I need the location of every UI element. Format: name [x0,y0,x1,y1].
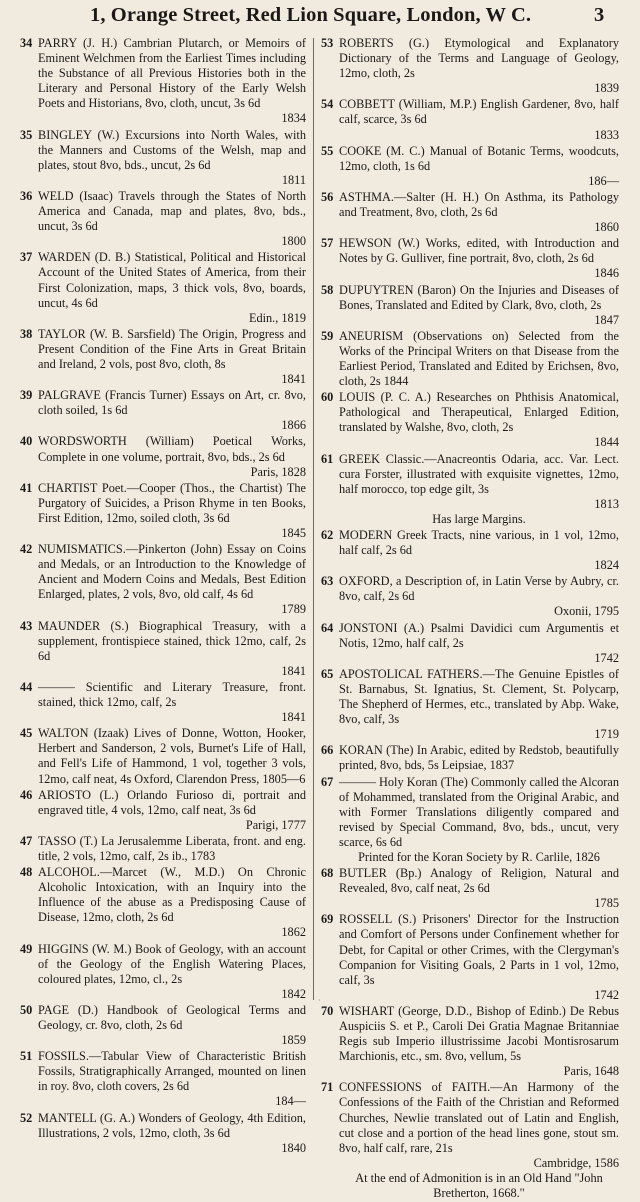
page-number: 3 [594,4,605,26]
entry-date: 1844 [594,435,619,450]
entry-text: ANEURISM (Observations on) Selected from the Works of the Principal Writers on that Disease from the Earliest Period, Translated and Edited by Erichsen, 8vo, cloth, 2s 1844 [339,328,619,389]
entry-date: 1813 [594,496,619,511]
entry-date: 184— [275,1094,306,1109]
catalogue-entry [20,542,306,617]
catalogue-entry [20,128,306,188]
entry-number: 54 [321,97,334,112]
entry-text: ROSSELL (S.) Prisoners' Director for the Instruction and Comfort of Persons under Confinement whether for Debt, for Capital or other Crimes, with the Clergyman's Companion for Visiting Goals, 2 Parts in 1 vol, 12mo, calf, 3s [339,912,619,987]
entry-date: 1846 [594,266,619,281]
entry-date: Paris, 1648 [563,1064,619,1079]
entry-date: Paris, 1828 [250,464,306,479]
entry-number: 52 [20,1110,33,1125]
entry-number: 46 [20,787,33,802]
entry-date: 1840 [281,1140,306,1155]
entry-number: 36 [20,188,33,203]
entry-number: 61 [321,451,334,466]
entry-text: ARIOSTO (L.) Orlando Furioso di, portrait and engraved title, 4 vols, 12mo, calf neat, 3s 6d [38,787,306,817]
catalogue-entry [20,865,306,940]
entry-text: GREEK Classic.—Anacreontis Odaria, acc. Var. Lect. cura Forster, illustrated with exquisite vignettes, 12mo, half morocco, top edge gilt, 3s [339,451,619,496]
entry-date: 1742 [594,650,619,665]
entry-text: APOSTOLICAL FATHERS.—The Genuine Epistles of St. Barnabus, St. Ignatius, St. Clement, St. Polycarp, The Shepherd of Hermes, etc., translated by Abp. Wake, 8vo, calf, 3s [339,666,619,727]
entry-text: MANTELL (G. A.) Wonders of Geology, 4th Edition, Illustrations, 2 vols, 12mo, cloth, 3s 6d [38,1110,306,1140]
entry-text: MODERN Greek Tracts, nine various, in 1 vol, 12mo, half calf, 2s 6d [339,528,619,558]
entry-date: 1841 [281,372,306,387]
catalogue-entry [20,1003,306,1048]
entry-number: 51 [20,1049,33,1064]
catalogue-entry [321,390,619,450]
catalogue-entry [20,250,306,325]
entry-number: 55 [321,143,334,158]
catalogue-entry [321,866,619,911]
entry-text: COBBETT (William, M.P.) English Gardener, 8vo, half calf, scarce, 3s 6d [339,97,619,127]
entry-number: 45 [20,726,33,741]
catalogue-entry [20,942,306,1002]
entry-number: 49 [20,941,33,956]
entry-number: 68 [321,866,334,881]
catalogue-entry [321,329,619,389]
entry-date: Oxonii, 1795 [554,604,619,619]
entry-number: 39 [20,388,33,403]
right-column [321,36,619,1202]
catalogue-entry [321,775,619,866]
entry-date: 1842 [281,986,306,1001]
catalogue-entry [321,236,619,281]
entry-date: 1719 [594,727,619,742]
catalogue-entry [321,621,619,666]
entry-text: WISHART (George, D.D., Bishop of Edinb.) De Rebus Auspiciis S. et P., Caroli Dei Gratia Magnae Britanniae Regis sub Imperio illustrissime Jacobi Montisrosarum Marchionis, etc., sm. 8vo, vellum, 5s [339,1003,619,1064]
entry-text: PARRY (J. H.) Cambrian Plutarch, or Memoirs of Eminent Welchmen from the Earliest Times including the Substance of all Previous Histories both in the Literary and Personal History of the Early Welsh Poets and Historians, 8vo, cloth, uncut, 3s 6d [38,36,306,111]
entry-number: 38 [20,326,33,341]
catalogue-entry [20,189,306,249]
entry-text: HIGGINS (W. M.) Book of Geology, with an account of the Geology of the English Watering Places, coloured plates, 12mo, cl., 2s [38,941,306,986]
entry-date: 1811 [281,172,306,187]
entry-number: 69 [321,912,334,927]
page-header [0,0,640,34]
entry-text: CONFESSIONS of FAITH.—An Harmony of the Confessions of the Faith of the Christian and Reformed Churches, Newlie translated out of Latin and English, cut close and a portion of the head lines gone, stout sm. 8vo, half calf, rare, 21s [339,1080,619,1155]
entry-text: WELD (Isaac) Travels through the States of North America and Canada, map and plates, 8vo, bds., uncut, 3s 6d [38,188,306,234]
entry-date: 1860 [594,220,619,235]
entry-number: 48 [20,865,33,880]
entry-note: Has large Margins. [432,511,526,526]
catalogue-entry [20,327,306,387]
entry-text: WORDSWORTH (William) Poetical Works, Complete in one volume, portrait, 8vo, bds., 2s 6d [38,434,306,464]
entry-date: 1742 [594,987,619,1002]
catalogue-entry [20,680,306,725]
catalogue-entry [321,667,619,742]
catalogue-entry [321,574,619,619]
entry-number: 67 [321,774,334,789]
entry-number: 71 [321,1080,334,1095]
entry-text: CHARTIST Poet.—Cooper (Thos., the Chartist) The Purgatory of Suicides, a Prison Rhyme in ten Books, First Edition, 12mo, soiled cloth, 3s 6d [38,480,306,525]
entry-text: WALTON (Izaak) Lives of Donne, Wotton, Hooker, Herbert and Sanderson, 2 vols, Burnet's Life of Hall, and Fell's Life of Hammond, 1 vol, together 3 vols, 12mo, calf neat, 4s Oxford, Clarendon Press, 1805—6 [38,726,306,786]
entry-number: 59 [321,328,334,343]
entry-text: ASTHMA.—Salter (H. H.) On Asthma, its Pathology and Treatment, 8vo, cloth, 2s 6d [339,189,619,220]
entry-text: COOKE (M. C.) Manual of Botanic Terms, woodcuts, 12mo, cloth, 1s 6d [339,143,619,173]
entry-date: 1859 [281,1033,306,1048]
entry-date: 1834 [281,111,306,126]
entry-text: ROBERTS (G.) Etymological and Explanatory Dictionary of the Terms and Language of Geology, 12mo, cloth, 2s [339,36,619,81]
entry-text: BINGLEY (W.) Excursions into North Wales, with the Manners and Customs of the Welsh, map and plates, stout 8vo, bds., uncut, 2s 6d [38,127,306,172]
catalogue-entry [321,283,619,328]
page-mark: · [318,996,321,1005]
catalogue-entry [321,743,619,773]
entry-text: ——— Scientific and Literary Treasure, front. stained, thick 12mo, calf, 2s [38,679,306,710]
entry-text: LOUIS (P. C. A.) Researches on Phthisis Anatomical, Pathological and Therapeutical, Enlarged Edition, translated by Walshe, 8vo, cloth, 2s [339,390,619,435]
entry-text: HEWSON (W.) Works, edited, with Introduction and Notes by G. Gulliver, fine portrait, 8vo, cloth, 2s 6d [339,236,619,266]
page-header-title: 1, Orange Street, Red Lion Square, London, W C. [90,4,532,26]
entry-date: 1866 [281,418,306,433]
catalogue-entry [20,36,306,127]
entry-text: PAGE (D.) Handbook of Geological Terms and Geology, cr. 8vo, cloth, 2s 6d [38,1002,306,1032]
catalogue-entry [20,481,306,541]
entry-text: PALGRAVE (Francis Turner) Essays on Art, cr. 8vo, cloth soiled, 1s 6d [38,388,306,418]
entry-number: 42 [20,542,33,557]
entry-date: Parigi, 1777 [245,817,306,832]
entry-date: 1789 [281,602,306,617]
entry-date: 1833 [594,127,619,142]
entry-date: 1847 [594,312,619,327]
entry-text: WARDEN (D. B.) Statistical, Political and Historical Account of the United States of America, from their First Colonization, maps, 3 thick vols, 8vo, boards, uncut, 4s 6d [38,250,306,310]
entry-number: 37 [20,250,33,265]
entry-text: OXFORD, a Description of, in Latin Verse by Aubry, cr. 8vo, calf, 2s 6d [339,574,619,604]
catalogue-entry [321,144,619,189]
entry-date: 1862 [281,925,306,940]
entry-date: 1841 [281,663,306,678]
entry-text: DUPUYTREN (Baron) On the Injuries and Diseases of Bones, Translated and Edited by Clark, 8vo, cloth, 2s [339,282,619,312]
catalogue-entry [321,912,619,1003]
entry-number: 53 [321,36,334,50]
entry-number: 34 [20,36,33,50]
entry-number: 44 [20,679,33,694]
entry-number: 35 [20,127,33,142]
entry-number: 60 [321,390,334,405]
entry-number: 43 [20,618,33,633]
entry-date: 1841 [281,710,306,725]
catalogue-entry [20,788,306,833]
entry-text: ——— Holy Koran (The) Commonly called the Alcoran of Mohammed, translated from the Original Arabic, and with Former Translations diligently compared and revised by Special Command, 8vo, bds., uncut, very scarce, 6s 6d [339,774,619,849]
catalogue-entry [20,1049,306,1109]
entry-number: 40 [20,434,33,449]
catalogue-entry [321,190,619,235]
catalogue-entry [20,1111,306,1156]
entry-date: 1845 [281,526,306,540]
entry-number: 47 [20,833,33,848]
entry-text: TASSO (T.) La Jerusalemme Liberata, front. and eng. title, 2 vols, 12mo, calf, 2s ib., 1783 [38,833,306,863]
catalogue-entry [321,452,619,527]
catalogue-entry [20,434,306,479]
catalogue-entry [321,97,619,142]
entry-number: 57 [321,236,334,251]
entry-number: 64 [321,620,334,635]
entry-number: 58 [321,282,334,297]
entry-number: 63 [321,574,334,589]
entry-number: 65 [321,666,334,681]
entry-text: KORAN (The) In Arabic, edited by Redstob, beautifully printed, 8vo, bds, 5s Leipsiae, 1837 [339,743,619,773]
catalogue-entry [20,726,306,786]
entry-number: 62 [321,528,334,542]
entry-date: 1785 [594,896,619,911]
entry-text: BUTLER (Bp.) Analogy of Religion, Natural and Revealed, 8vo, calf neat, 2s 6d [339,866,619,896]
entry-date: Cambridge, 1586 [533,1155,619,1170]
entry-text: JONSTONI (A.) Psalmi Davidici cum Argumentis et Notis, 12mo, half calf, 2s [339,620,619,650]
entry-number: 70 [321,1003,334,1018]
entry-date: Edin., 1819 [248,310,306,325]
entry-date: 1839 [594,81,619,96]
entry-number: 41 [20,480,33,495]
entry-text: TAYLOR (W. B. Sarsfield) The Origin, Progress and Present Condition of the Fine Arts in Great Britain and Ireland, 2 vols, post 8vo, cloth, 8s [38,326,306,371]
entry-date: 1800 [281,234,306,249]
catalogue-entry [321,36,619,96]
entry-text: NUMISMATICS.—Pinkerton (John) Essay on Coins and Medals, or an Introduction to the Knowledge of Ancient and Modern Coins and Medals, Best Edition Enlarged, plates, 2 vols, 8vo, old calf, 4s 6d [38,542,306,602]
entry-number: 66 [321,743,334,758]
entry-number: 50 [20,1002,33,1017]
entry-text: FOSSILS.—Tabular View of Characteristic British Fossils, Stratigraphically Arranged, mounted on linen in roy. 8vo, cloth covers, 2s 6d [38,1049,306,1094]
entry-number: 56 [321,189,334,204]
left-column [20,36,306,1157]
catalogue-entry [321,1004,619,1079]
entry-note: At the end of Admonition is in an Old Hand "John Bretherton, 1668." [355,1170,603,1201]
catalogue-entry [321,528,619,573]
entry-text: ALCOHOL.—Marcet (W., M.D.) On Chronic Alcoholic Intoxication, with an Inquiry into the Influence of the abuse as a Predisposing Cause of Disease, 12mo, cloth, 2s 6d [38,865,306,925]
column-divider [313,38,314,1000]
catalogue-entry [20,834,306,864]
entry-text: MAUNDER (S.) Biographical Treasury, with a supplement, frontispiece stained, thick 12mo, calf, 2s 6d [38,618,306,663]
entry-date: 186— [588,173,619,188]
entry-note: Printed for the Koran Society by R. Carlile, 1826 [358,849,600,864]
catalogue-entry [20,388,306,433]
entry-date: 1824 [594,558,619,573]
catalogue-entry [20,619,306,679]
catalogue-entry [321,1080,619,1201]
